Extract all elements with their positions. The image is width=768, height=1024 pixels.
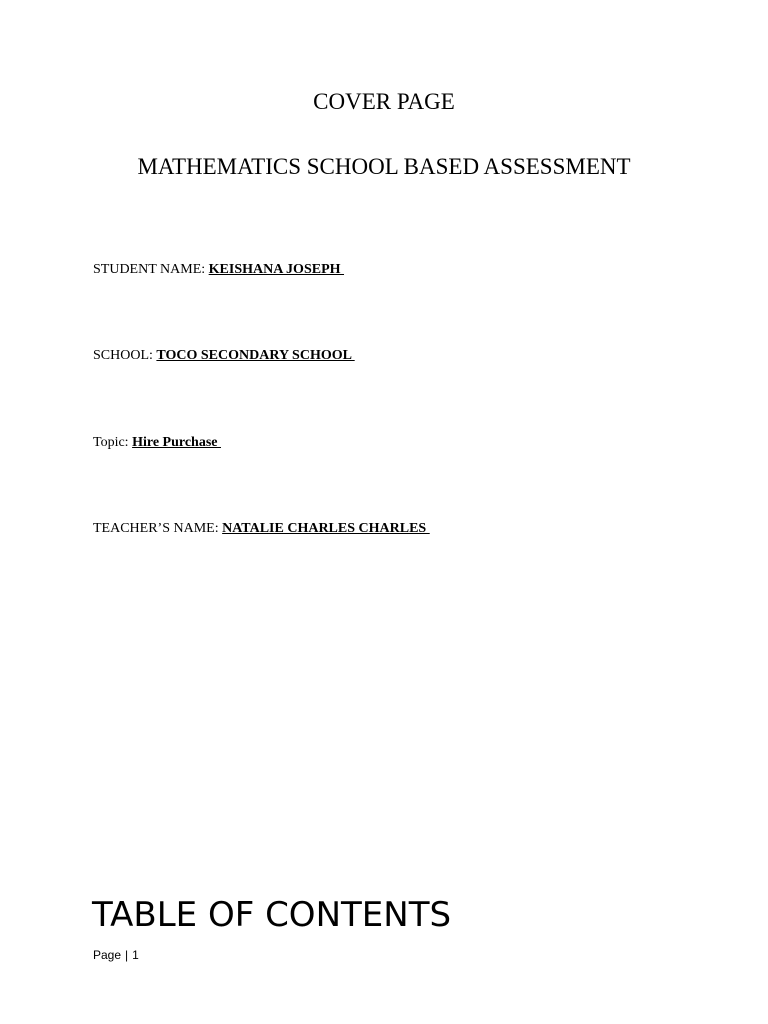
- student-name-field: [93, 261, 344, 279]
- page-number: 1: [132, 948, 139, 962]
- table-of-contents-heading: TABLE OF CONTENTS: [92, 895, 452, 935]
- teacher-name-label: TEACHER’S NAME:: [93, 521, 223, 536]
- school-label: SCHOOL:: [93, 348, 157, 363]
- student-name-label: STUDENT NAME:: [93, 262, 209, 277]
- assessment-title: MATHEMATICS SCHOOL BASED ASSESSMENT: [137, 154, 631, 179]
- page-label: Page: [93, 948, 122, 962]
- teacher-name-value: NATALIE CHARLES CHARLES: [222, 521, 430, 536]
- cover-page-title: COVER PAGE: [313, 89, 455, 114]
- topic-value: Hire Purchase: [132, 435, 221, 450]
- teacher-name-field: [93, 520, 430, 538]
- page-footer: [93, 947, 139, 963]
- page-separator: |: [125, 948, 129, 962]
- school-value: TOCO SECONDARY SCHOOL: [156, 348, 355, 363]
- topic-label: Topic:: [93, 435, 133, 450]
- topic-field: [93, 434, 221, 452]
- student-name-value: KEISHANA JOSEPH: [208, 262, 345, 277]
- school-field: [93, 347, 355, 365]
